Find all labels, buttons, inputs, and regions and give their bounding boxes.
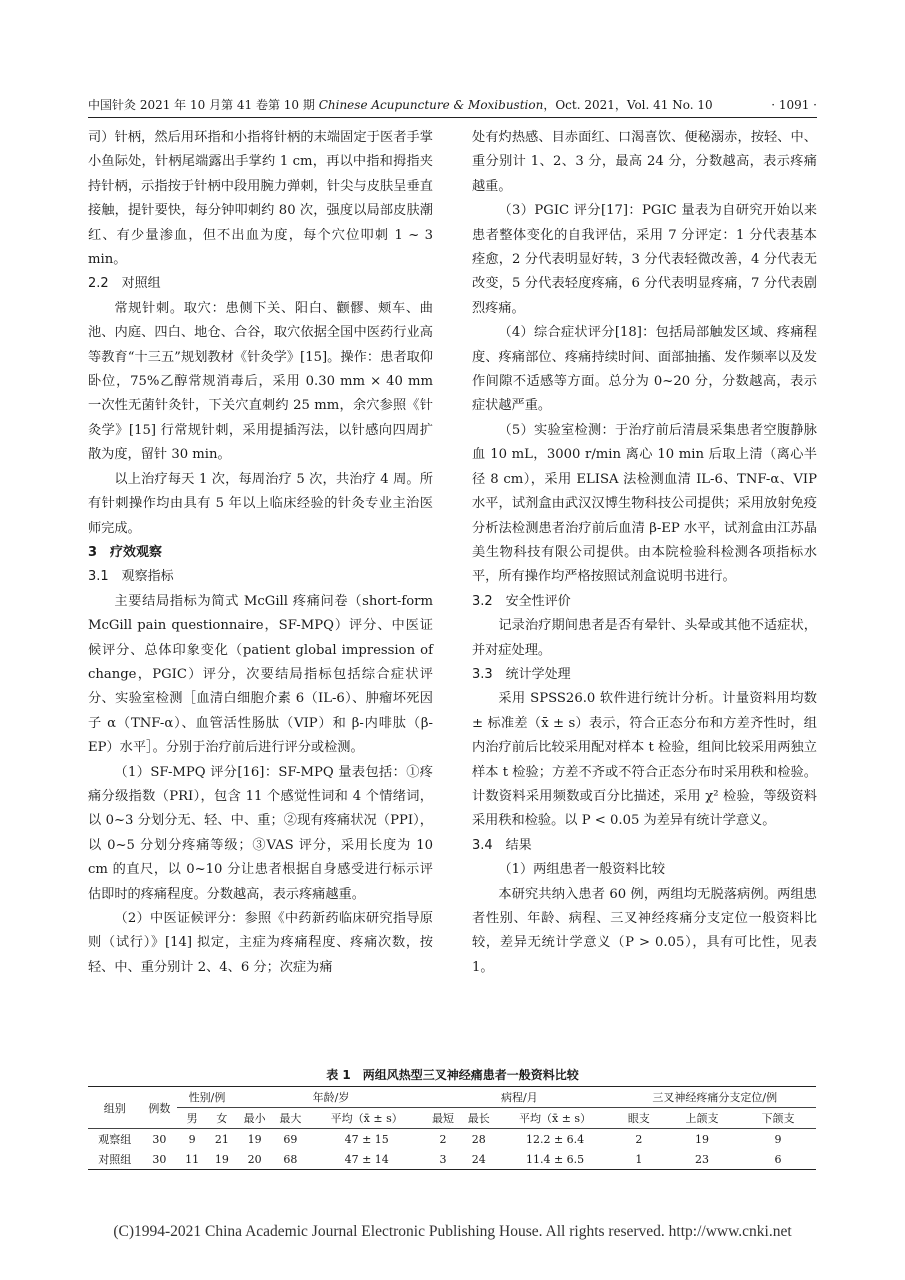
table-cell: 30 xyxy=(142,1149,178,1170)
section-heading: 3.2 安全性评价 xyxy=(472,593,571,609)
copyright-footer: (C)1994-2021 China Academic Journal Electronic Publishing House. All rights reserved. http://www.cnki.net xyxy=(113,1223,792,1240)
table-cell: 11 xyxy=(177,1149,207,1170)
paragraph: 记录治疗期间患者是否有晕针、头晕或其他不适症状，并对症处理。 xyxy=(472,618,817,658)
header-cases: 例数 xyxy=(142,1087,178,1129)
paragraph: （3）PGIC 评分[17]：PGIC 量表为自研究开始以来患者整体变化的自我评估，采用 7 分评定：1 分代表基本痊愈，2 分代表明显好转，3 分代表轻微改善，4 分代表无改变，5 分代表轻度疼痛，6 分代表明显疼痛，7 分代表剧烈疼痛。 xyxy=(472,203,817,316)
table-cell: 47 ± 14 xyxy=(308,1149,425,1170)
table-cell: 6 xyxy=(740,1149,816,1170)
page-number: · 1091 · xyxy=(771,98,817,112)
table-cell: 9 xyxy=(740,1129,816,1150)
section-heading: 2.2 对照组 xyxy=(88,276,161,292)
paragraph: 采用 SPSS26.0 软件进行统计分析。计量资料用均数 ± 标准差（x̄ ± s）表示，符合正态分布和方差齐性时，组内治疗前后比较采用配对样本 t 检验，组间比较采用两独立样本 t 检验；方差不齐或不符合正态分布时采用秩和检验。计数资料采用频数或百分比描述，采用 χ² 检验，等级资料采用秩和检验。以 P < 0.05 为差异有统计学意义。 xyxy=(472,691,817,829)
section-heading: 3 疗效观察 xyxy=(88,544,163,560)
subheader-cell: 上颌支 xyxy=(685,1112,719,1125)
subheader-cell: 最长 xyxy=(467,1112,490,1125)
subheader-cell: 男 xyxy=(186,1112,198,1125)
left-column xyxy=(88,126,433,980)
paragraph: 常规针刺。取穴：患侧下关、阳白、颧髎、颊车、曲池、内庭、四白、地仓、合谷，取穴依据全国中医药行业高等教育“十三五”规划教材《针灸学》[15]。操作：患者取仰卧位，75%乙醇常规消毒后，采用 0.30 mm × 40 mm 一次性无菌针灸针，下关穴直刺约 25 mm，余穴参照《针灸学》[15] 行常规针刺，采用提插泻法，以针感向四周扩散为度，留针 30 min。 xyxy=(88,300,433,463)
table-cell: 12.2 ± 6.4 xyxy=(497,1129,614,1150)
table-cell: 3 xyxy=(425,1149,461,1170)
table-cell: 24 xyxy=(461,1149,497,1170)
data-table xyxy=(88,1086,816,1170)
table-cell: 19 xyxy=(207,1149,237,1170)
header-branch: 三叉神经疼痛分支定位/例 xyxy=(614,1087,816,1108)
subheader-cell: 最大 xyxy=(279,1112,302,1125)
header-rule xyxy=(88,117,817,118)
paragraph: （1）两组患者一般资料比较 xyxy=(498,862,666,878)
paragraph: 本研究共纳入患者 60 例，两组均无脱落病例。两组患者性别、年龄、病程、三叉神经疼痛分支定位一般资料比较，差异无统计学意义（P > 0.05），具有可比性，见表 1。 xyxy=(472,886,817,975)
paragraph: 主要结局指标为简式 McGill 疼痛问卷（short-form McGill pain questionnaire，SF-MPQ）评分、中医证候评分、总体印象变化（patient global impression of change，PGIC）评分，次要结局指标包括综合症状评分、实验室检测［血清白细胞介素 6（IL-6）、肿瘤坏死因子 α（TNF-α）、血管活性肠肽（VIP）和 β-内啡肽（β-EP）水平］。分别于治疗前后进行评分或检测。 xyxy=(88,593,433,756)
table-cell: 69 xyxy=(273,1129,309,1150)
paragraph: （4）综合症状评分[18]：包括局部触发区域、疼痛程度、疼痛部位、疼痛持续时间、面部抽搐、发作频率以及发作间隙不适感等方面。总分为 0~20 分，分数越高，表示症状越严重。 xyxy=(472,325,817,414)
paragraph: 处有灼热感、目赤面红、口渴喜饮、便秘溺赤，按轻、中、重分别计 1、2、3 分，最高 24 分，分数越高，表示疼痛越重。 xyxy=(472,130,817,194)
paragraph: 以上治疗每天 1 次，每周治疗 5 次，共治疗 4 周。所有针刺操作均由具有 5 年以上临床经验的针灸专业主治医师完成。 xyxy=(88,471,433,536)
paragraph: （1）SF-MPQ 评分[16]：SF-MPQ 量表包括：①疼痛分级指数（PRI），包含 11 个感觉性词和 4 个情绪词，以 0~3 分划分无、轻、中、重；②现有疼痛状况（PPI），以 0~5 分划分疼痛等级；③VAS 评分，采用长度为 10 cm 的直尺，以 0~10 分让患者根据自身感受进行标示评估即时的疼痛程度。分数越高，表示疼痛越重。 xyxy=(88,764,433,902)
journal-citation: 中国针灸 2021 年 10 月第 41 卷第 10 期 Chinese Acupuncture & Moxibustion，Oct. 2021，Vol. 41 No. 10 xyxy=(88,98,713,112)
table-row xyxy=(88,1149,816,1170)
right-column xyxy=(472,126,817,980)
table-cell: 28 xyxy=(461,1129,497,1150)
running-header xyxy=(88,95,817,115)
subheader-cell: 最小 xyxy=(243,1112,266,1125)
header-course: 病程/月 xyxy=(425,1087,613,1108)
paragraph: （2）中医证候评分：参照《中药新药临床研究指导原则（试行）》[14] 拟定，主症为疼痛程度、疼痛次数，按轻、中、重分别计 2、4、6 分；次症为痛 xyxy=(88,911,433,975)
section-heading: 3.1 观察指标 xyxy=(88,569,174,585)
subheader-cell: 平均（x̄ ± s） xyxy=(519,1112,592,1125)
table-cell: 68 xyxy=(273,1149,309,1170)
header-age: 年龄/岁 xyxy=(237,1087,425,1108)
section-heading: 3.4 结果 xyxy=(472,837,532,853)
table-cell: 47 ± 15 xyxy=(308,1129,425,1150)
table-cell: 30 xyxy=(142,1129,178,1150)
table-cell: 19 xyxy=(237,1129,273,1150)
table-cell: 2 xyxy=(425,1129,461,1150)
subheader-cell: 眼支 xyxy=(627,1112,650,1125)
table-cell: 对照组 xyxy=(88,1149,142,1170)
table-cell: 19 xyxy=(664,1129,740,1150)
subheader-cell: 最短 xyxy=(432,1112,455,1125)
table-cell: 20 xyxy=(237,1149,273,1170)
table-row xyxy=(88,1129,816,1150)
table-cell: 11.4 ± 6.5 xyxy=(497,1149,614,1170)
subheader-cell: 女 xyxy=(216,1112,228,1125)
table-cell: 21 xyxy=(207,1129,237,1150)
subheader-cell: 平均（x̄ ± s） xyxy=(330,1112,403,1125)
section-heading: 3.3 统计学处理 xyxy=(472,666,571,682)
table-cell: 2 xyxy=(614,1129,665,1150)
header-group: 组别 xyxy=(88,1087,142,1129)
table-title: 表 1 两组风热型三叉神经痛患者一般资料比较 xyxy=(326,1068,579,1082)
paragraph: （5）实验室检测：于治疗前后清晨采集患者空腹静脉血 10 mL，3000 r/min 离心 10 min 后取上清（离心半径 8 cm），采用 ELISA 法检测血清 IL-6、TNF-α、VIP 水平，试剂盒由武汉汉博生物科技公司提供；采用放射免疫分析法检测患者治疗前后血清 β-EP 水平，试剂盒由江苏晶美生物科技有限公司提供。由本院检验科检测各项指标水平，所有操作均严格按照试剂盒说明书进行。 xyxy=(472,422,817,585)
header-sex: 性别/例 xyxy=(177,1087,237,1108)
table-cell: 1 xyxy=(614,1149,665,1170)
paragraph: 司）针柄，然后用环指和小指将针柄的末端固定于医者手掌小鱼际处，针柄尾端露出手掌约 1 cm，再以中指和拇指夹持针柄，示指按于针柄中段用腕力弹刺，针尖与皮肤呈垂直接触，提针要快，每分钟叩刺约 80 次，强度以局部皮肤潮红、有少量渗血，但不出血为度，每个穴位叩刺 1 ~ 3 min。 xyxy=(88,130,433,268)
table-cell: 观察组 xyxy=(88,1129,142,1150)
subheader-cell: 下颌支 xyxy=(761,1112,795,1125)
table-cell: 23 xyxy=(664,1149,740,1170)
table-cell: 9 xyxy=(177,1129,207,1150)
